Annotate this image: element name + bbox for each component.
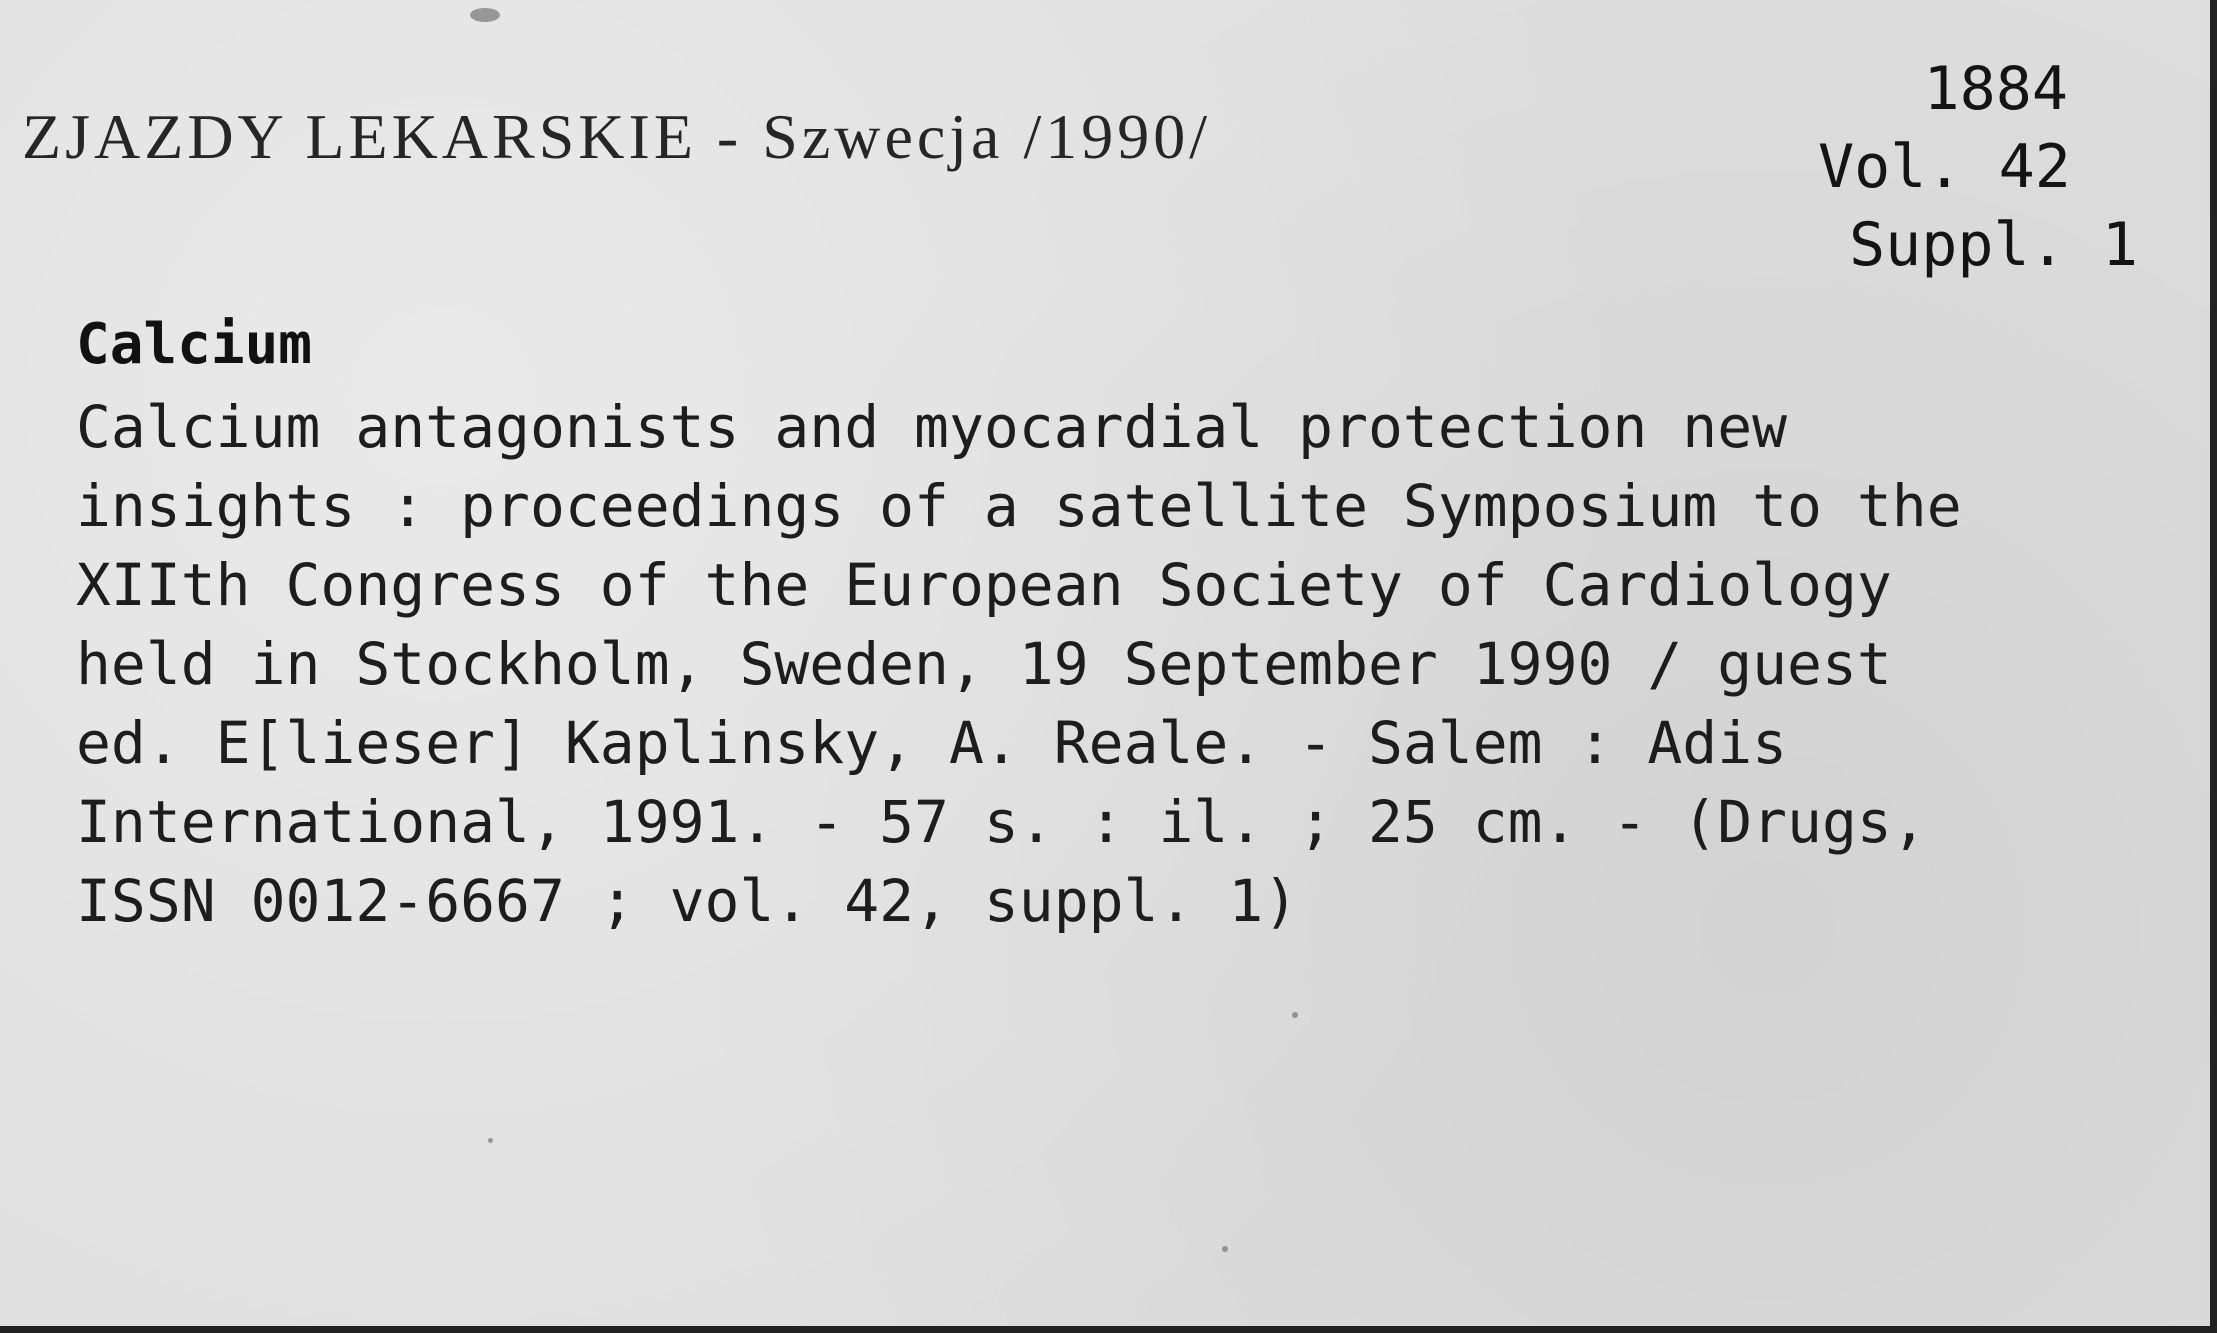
subject-heading: Calcium [76, 312, 313, 377]
ink-speck [488, 1138, 493, 1143]
entry-line: insights : proceedings of a satellite Symposium to the [76, 472, 1962, 540]
entry-line: International, 1991. - 57 s. : il. ; 25 cm. - (Drugs, [76, 788, 1927, 856]
entry-line: Calcium antagonists and myocardial protection new [76, 393, 1788, 461]
entry-line: ed. E[lieser] Kaplinsky, A. Reale. - Salem : Adis [76, 709, 1788, 777]
card-heading: ZJAZDY LEKARSKIE - Szwecja /1990/ [22, 101, 1211, 172]
entry-line: XIIth Congress of the European Society of Cardiology [76, 551, 1892, 619]
entry-line: ISSN 0012-6667 ; vol. 42, suppl. 1) [76, 867, 1299, 935]
call-number-id: 1884 [1923, 54, 2068, 124]
entry-line: held in Stockholm, Sweden, 19 September 1990 / guest [76, 630, 1892, 698]
call-number [1818, 50, 2138, 284]
call-number-supplement: Suppl. 1 [1849, 210, 2138, 280]
call-number-volume: Vol. 42 [1818, 132, 2071, 202]
ink-speck [1222, 1246, 1228, 1252]
ink-speck [470, 8, 500, 22]
ink-speck [1292, 1012, 1298, 1018]
bibliographic-entry [76, 388, 2176, 941]
